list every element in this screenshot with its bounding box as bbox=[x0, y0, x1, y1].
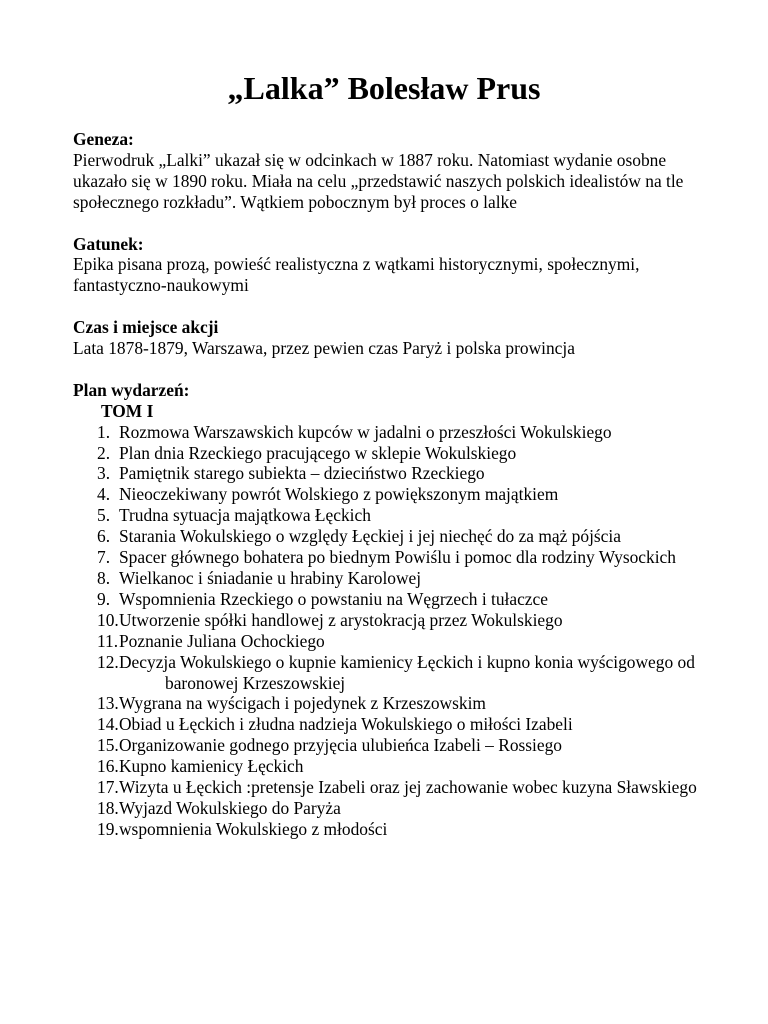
list-number: 3. bbox=[97, 463, 111, 484]
list-text: Nieoczekiwany powrót Wolskiego z powiększonym majątkiem bbox=[119, 484, 559, 505]
list-item bbox=[73, 422, 713, 443]
list-item bbox=[73, 484, 713, 505]
section-heading: Gatunek: bbox=[73, 233, 144, 254]
list-item bbox=[73, 463, 713, 484]
list-item bbox=[73, 610, 713, 631]
list-text: Plan dnia Rzeckiego pracującego w sklepie Wokulskiego bbox=[119, 442, 517, 463]
list-number: 11. bbox=[97, 630, 119, 651]
list-text: Wygrana na wyścigach i pojedynek z Krzeszowskim bbox=[119, 693, 486, 714]
list-number: 13. bbox=[97, 693, 119, 714]
list-number: 2. bbox=[97, 442, 111, 463]
section-czas-i-miejsce bbox=[73, 317, 713, 359]
list-number: 9. bbox=[97, 588, 111, 609]
section-body: Lata 1878-1879, Warszawa, przez pewien czas Paryż i polska prowincja bbox=[73, 338, 575, 359]
list-text: wspomnienia Wokulskiego z młodości bbox=[119, 818, 388, 839]
section-heading: Geneza: bbox=[73, 129, 134, 149]
list-item bbox=[73, 631, 713, 652]
list-item bbox=[73, 443, 713, 464]
list-item bbox=[73, 777, 713, 798]
list-number: 18. bbox=[97, 797, 119, 818]
list-text: Kupno kamienicy Łęckich bbox=[119, 756, 304, 777]
list-number: 4. bbox=[97, 484, 111, 505]
list-text: Spacer głównego bohatera po biednym Powiślu i pomoc dla rodziny Wysockich bbox=[119, 547, 676, 568]
list-item bbox=[73, 526, 713, 547]
section-heading: Plan wydarzeń: bbox=[73, 379, 190, 400]
list-text: Wspomnienia Rzeckiego o powstaniu na Węgrzech i tułaczce bbox=[119, 588, 548, 609]
list-number: 19. bbox=[97, 818, 119, 839]
section-body: Epika pisana prozą, powieść realistyczna z wątkami historycznymi, społecznymi, fantastyczno-naukowymi bbox=[73, 254, 640, 296]
list-number: 5. bbox=[97, 505, 111, 526]
page-title: „Lalka” Bolesław Prus bbox=[227, 70, 541, 106]
document-content bbox=[73, 129, 713, 861]
volume-label: TOM I bbox=[101, 400, 154, 421]
list-number: 7. bbox=[97, 547, 111, 568]
list-item bbox=[73, 819, 713, 840]
events-list bbox=[73, 422, 713, 840]
list-number: 10. bbox=[97, 609, 119, 630]
section-gatunek bbox=[73, 234, 713, 297]
list-text: Obiad u Łęckich i złudna nadzieja Wokulskiego o miłości Izabeli bbox=[119, 714, 573, 735]
list-number: 15. bbox=[97, 735, 119, 756]
section-heading: Czas i miejsce akcji bbox=[73, 317, 219, 338]
section-body: Pierwodruk „Lalki” ukazał się w odcinkach w 1887 roku. Natomiast wydanie osobne ukazało się w 1890 roku. Miała na celu „przedstawić naszych polskich idealistów na tle społecznego rozkładu”. Wątkiem pobocznym był proces o lalke bbox=[73, 149, 684, 212]
list-item bbox=[73, 547, 713, 568]
list-item bbox=[73, 589, 713, 610]
list-text: Utworzenie spółki handlowej z arystokracją przez Wokulskiego bbox=[119, 609, 563, 630]
section-plan-wydarzen bbox=[73, 380, 713, 840]
list-number: 8. bbox=[97, 567, 111, 588]
section-geneza bbox=[73, 129, 713, 213]
list-text: Rozmowa Warszawskich kupców w jadalni o przeszłości Wokulskiego bbox=[119, 421, 612, 442]
list-number: 1. bbox=[97, 421, 111, 442]
list-number: 12. bbox=[97, 651, 119, 672]
list-item bbox=[73, 505, 713, 526]
list-text: Organizowanie godnego przyjęcia ulubieńca Izabeli – Rossiego bbox=[119, 735, 562, 756]
list-item bbox=[73, 735, 713, 756]
list-item bbox=[73, 652, 713, 694]
list-text: Decyzja Wokulskiego o kupnie kamienicy Łęckich i kupno konia wyścigowego od baronowej Krzeszowskiej bbox=[119, 651, 695, 693]
list-number: 17. bbox=[97, 777, 119, 798]
list-item bbox=[73, 568, 713, 589]
list-item bbox=[73, 714, 713, 735]
list-item bbox=[73, 798, 713, 819]
list-number: 6. bbox=[97, 526, 111, 547]
list-text: Trudna sytuacja majątkowa Łęckich bbox=[119, 505, 371, 526]
list-text: Poznanie Juliana Ochockiego bbox=[119, 630, 325, 651]
list-number: 14. bbox=[97, 714, 119, 735]
list-text: Wizyta u Łęckich :pretensje Izabeli oraz jej zachowanie wobec kuzyna Sławskiego bbox=[119, 777, 697, 798]
list-number: 16. bbox=[97, 756, 119, 777]
list-text: Pamiętnik starego subiekta – dzieciństwo Rzeckiego bbox=[119, 463, 485, 484]
list-text: Wyjazd Wokulskiego do Paryża bbox=[119, 797, 341, 818]
list-item bbox=[73, 756, 713, 777]
list-text: Starania Wokulskiego o względy Łęckiej i jej niechęć do za mąż pójścia bbox=[119, 526, 621, 547]
list-item bbox=[73, 693, 713, 714]
list-text: Wielkanoc i śniadanie u hrabiny Karolowej bbox=[119, 567, 422, 588]
